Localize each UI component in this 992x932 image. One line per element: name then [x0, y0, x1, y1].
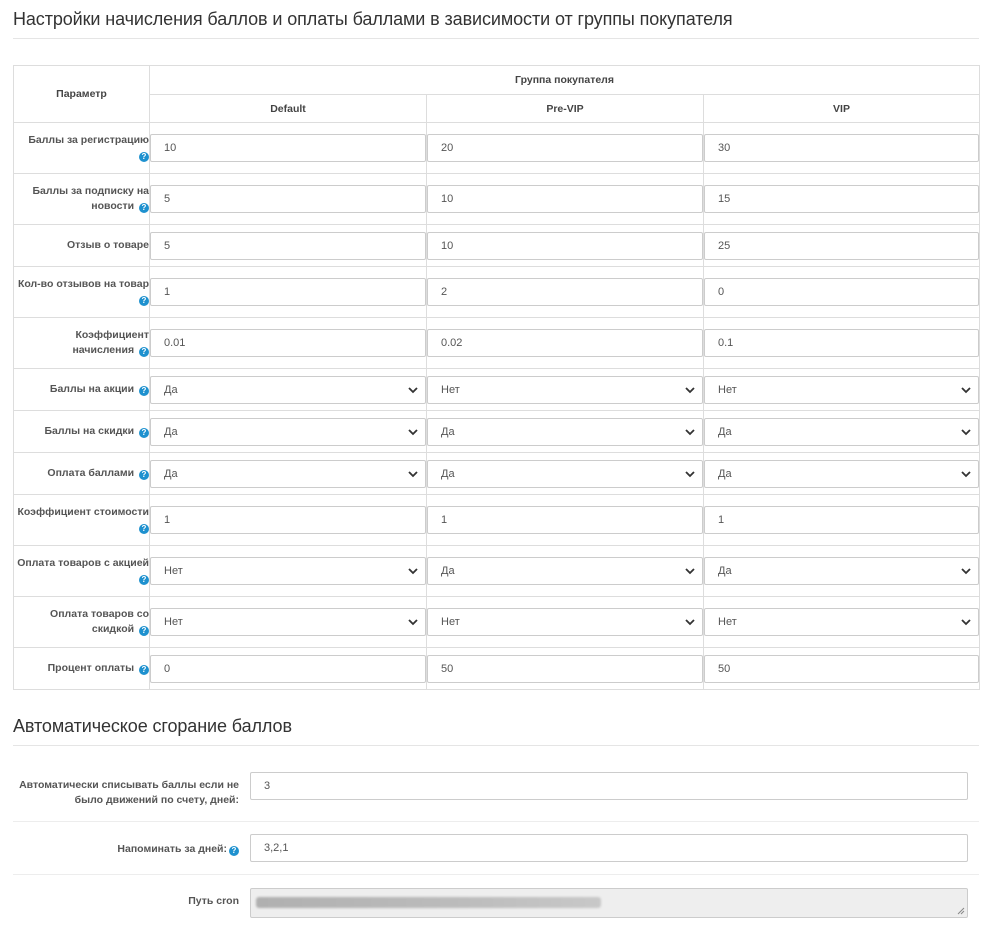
select-pre-vip[interactable] — [427, 608, 703, 636]
resize-handle-icon[interactable] — [957, 907, 965, 915]
cell-default — [150, 597, 427, 648]
group-settings-body — [14, 123, 980, 690]
row-label-text: Баллы на акции — [49, 383, 135, 395]
chevron-down-icon — [684, 384, 696, 396]
question-circle-icon[interactable]: ? — [139, 152, 149, 162]
cell-pre-vip — [427, 546, 704, 597]
select-value: Да — [441, 565, 455, 577]
question-circle-icon[interactable]: ? — [139, 470, 149, 480]
row-label — [14, 597, 150, 648]
chevron-down-icon — [407, 384, 419, 396]
select-default[interactable] — [150, 557, 426, 585]
section-title-group-settings: Настройки начисления баллов и оплаты баллами в зависимости от группы покупателя — [13, 0, 979, 39]
row-label — [14, 174, 150, 225]
select-vip[interactable] — [704, 376, 979, 404]
cell-pre-vip — [427, 318, 704, 369]
row-label — [14, 225, 150, 267]
row-label — [14, 495, 150, 546]
cell-pre-vip — [427, 495, 704, 546]
group-settings-table — [13, 65, 980, 690]
cell-vip — [704, 546, 980, 597]
cell-vip — [704, 597, 980, 648]
select-value: Нет — [718, 383, 737, 396]
select-pre-vip[interactable] — [427, 460, 703, 488]
chevron-down-icon — [684, 468, 696, 480]
question-circle-icon[interactable]: ? — [139, 665, 149, 675]
select-pre-vip[interactable] — [427, 418, 703, 446]
input-default[interactable]: 5 — [150, 232, 426, 260]
cell-default — [150, 453, 427, 495]
input-pre-vip[interactable]: 0.02 — [427, 329, 703, 357]
form-row-auto-writeoff — [13, 746, 979, 822]
question-circle-icon[interactable]: ? — [139, 296, 149, 306]
cell-pre-vip — [427, 597, 704, 648]
row-label-text: Баллы на скидки — [44, 425, 135, 437]
select-value: Нет — [164, 616, 183, 628]
chevron-down-icon — [684, 565, 696, 577]
cell-default — [150, 225, 427, 267]
row-label-text: Оплата баллами — [47, 467, 135, 479]
chevron-down-icon — [407, 468, 419, 480]
cell-vip — [704, 648, 980, 690]
question-circle-icon[interactable]: ? — [139, 428, 149, 438]
cell-vip — [704, 123, 980, 174]
settings-row — [14, 369, 980, 411]
input-vip[interactable]: 50 — [704, 655, 979, 683]
settings-row — [14, 597, 980, 648]
cell-vip — [704, 495, 980, 546]
cell-vip — [704, 411, 980, 453]
form-row-cron — [13, 875, 979, 918]
input-default[interactable]: 5 — [150, 185, 426, 213]
settings-row — [14, 546, 980, 597]
settings-row — [14, 174, 980, 225]
row-label-text: Оплата товаров со скидкой — [50, 608, 149, 635]
select-value: Да — [718, 425, 732, 438]
input-pre-vip[interactable]: 20 — [427, 134, 703, 162]
settings-row — [14, 453, 980, 495]
input-vip[interactable]: 30 — [704, 134, 979, 162]
row-label-text: Баллы за регистрацию — [28, 134, 149, 146]
chevron-down-icon — [960, 616, 972, 628]
select-pre-vip[interactable] — [427, 557, 703, 585]
chevron-down-icon — [684, 426, 696, 438]
input-default[interactable]: 1 — [150, 506, 426, 534]
select-value: Да — [164, 425, 178, 438]
cell-default — [150, 123, 427, 174]
row-label-text: Баллы за подписку на новости — [32, 185, 149, 212]
chevron-down-icon — [960, 565, 972, 577]
row-label — [14, 318, 150, 369]
input-vip[interactable]: 0 — [704, 278, 979, 306]
cron-label: Путь cron — [188, 895, 239, 907]
input-default[interactable]: 1 — [150, 278, 426, 306]
input-pre-vip[interactable]: 1 — [427, 506, 703, 534]
select-value: Да — [164, 467, 178, 480]
param-column-header: Параметр — [14, 66, 150, 123]
chevron-down-icon — [960, 468, 972, 480]
input-pre-vip[interactable]: 10 — [427, 232, 703, 260]
remind-days-input[interactable]: 3,2,1 — [250, 834, 968, 862]
row-label — [14, 123, 150, 174]
cell-default — [150, 267, 427, 318]
select-value: Да — [718, 467, 732, 480]
row-label — [14, 648, 150, 690]
redacted-cron-path — [256, 897, 601, 908]
section-auto-burn — [13, 704, 979, 918]
select-value: Да — [718, 565, 732, 577]
cell-default — [150, 546, 427, 597]
chevron-down-icon — [960, 426, 972, 438]
row-label-text: Коэффициент начисления — [72, 329, 149, 356]
cell-default — [150, 411, 427, 453]
cell-vip — [704, 225, 980, 267]
row-label — [14, 369, 150, 411]
cell-pre-vip — [427, 225, 704, 267]
cell-default — [150, 648, 427, 690]
cell-vip — [704, 318, 980, 369]
cell-pre-vip — [427, 453, 704, 495]
select-default[interactable] — [150, 460, 426, 488]
select-value: Нет — [718, 616, 737, 628]
cell-vip — [704, 267, 980, 318]
settings-row — [14, 267, 980, 318]
cell-pre-vip — [427, 411, 704, 453]
row-label — [14, 546, 150, 597]
select-vip[interactable] — [704, 460, 979, 488]
chevron-down-icon — [684, 616, 696, 628]
chevron-down-icon — [407, 426, 419, 438]
row-label-text: Отзыв о товаре — [66, 239, 149, 251]
settings-row — [14, 225, 980, 267]
chevron-down-icon — [407, 616, 419, 628]
cell-default — [150, 318, 427, 369]
row-label — [14, 411, 150, 453]
input-default[interactable]: 0 — [150, 655, 426, 683]
select-default[interactable] — [150, 376, 426, 404]
remind-label — [13, 834, 250, 857]
input-vip[interactable]: 0.1 — [704, 329, 979, 357]
settings-row — [14, 318, 980, 369]
cell-pre-vip — [427, 123, 704, 174]
select-value: Да — [164, 383, 178, 396]
input-default[interactable]: 0.01 — [150, 329, 426, 357]
cell-vip — [704, 174, 980, 225]
settings-row — [14, 648, 980, 690]
select-vip[interactable] — [704, 608, 979, 636]
select-default[interactable] — [150, 608, 426, 636]
select-vip[interactable] — [704, 557, 979, 585]
cell-default — [150, 369, 427, 411]
question-circle-icon[interactable]: ? — [139, 347, 149, 357]
cell-pre-vip — [427, 267, 704, 318]
row-label-text: Оплата товаров с акцией — [17, 557, 149, 569]
select-vip[interactable] — [704, 418, 979, 446]
select-pre-vip[interactable] — [427, 376, 703, 404]
question-circle-icon[interactable]: ? — [139, 575, 149, 585]
select-value: Да — [441, 467, 455, 480]
input-vip[interactable]: 25 — [704, 232, 979, 260]
chevron-down-icon — [960, 384, 972, 396]
chevron-down-icon — [407, 565, 419, 577]
customer-group-header: Группа покупателя — [150, 66, 980, 95]
cell-default — [150, 174, 427, 225]
group-header-pre-vip: Pre-VIP — [427, 95, 704, 123]
settings-row — [14, 411, 980, 453]
group-header-vip: VIP — [704, 95, 980, 123]
question-circle-icon[interactable]: ? — [229, 846, 239, 856]
input-vip[interactable]: 1 — [704, 506, 979, 534]
row-label-text: Процент оплаты — [47, 662, 135, 674]
section-title-auto-burn: Автоматическое сгорание баллов — [13, 704, 979, 746]
row-label-text: Кол-во отзывов на товар — [17, 278, 149, 290]
settings-row — [14, 123, 980, 174]
cell-pre-vip — [427, 648, 704, 690]
auto-writeoff-days-input[interactable]: 3 — [250, 772, 968, 800]
row-label — [14, 267, 150, 318]
input-default[interactable]: 10 — [150, 134, 426, 162]
cell-pre-vip — [427, 174, 704, 225]
row-label-text: Коэффициент стоимости — [17, 506, 149, 518]
input-pre-vip[interactable]: 2 — [427, 278, 703, 306]
input-pre-vip[interactable]: 50 — [427, 655, 703, 683]
row-label — [14, 453, 150, 495]
select-value: Нет — [441, 383, 460, 396]
select-default[interactable] — [150, 418, 426, 446]
input-vip[interactable]: 15 — [704, 185, 979, 213]
cell-vip — [704, 369, 980, 411]
question-circle-icon[interactable]: ? — [139, 386, 149, 396]
question-circle-icon[interactable]: ? — [139, 203, 149, 213]
cell-pre-vip — [427, 369, 704, 411]
select-value: Да — [441, 425, 455, 438]
select-value: Нет — [164, 565, 183, 577]
group-header-default: Default — [150, 95, 427, 123]
settings-row — [14, 495, 980, 546]
remind-label-text: Напоминать за дней: — [117, 843, 227, 855]
cell-vip — [704, 453, 980, 495]
input-pre-vip[interactable]: 10 — [427, 185, 703, 213]
question-circle-icon[interactable]: ? — [139, 626, 149, 636]
form-row-remind — [13, 822, 979, 875]
auto-writeoff-label: Автоматически списывать баллы если не было движений по счету, дней: — [19, 779, 239, 806]
question-circle-icon[interactable]: ? — [139, 524, 149, 534]
select-value: Нет — [441, 616, 460, 628]
cell-default — [150, 495, 427, 546]
cron-path-textarea[interactable] — [250, 888, 968, 918]
